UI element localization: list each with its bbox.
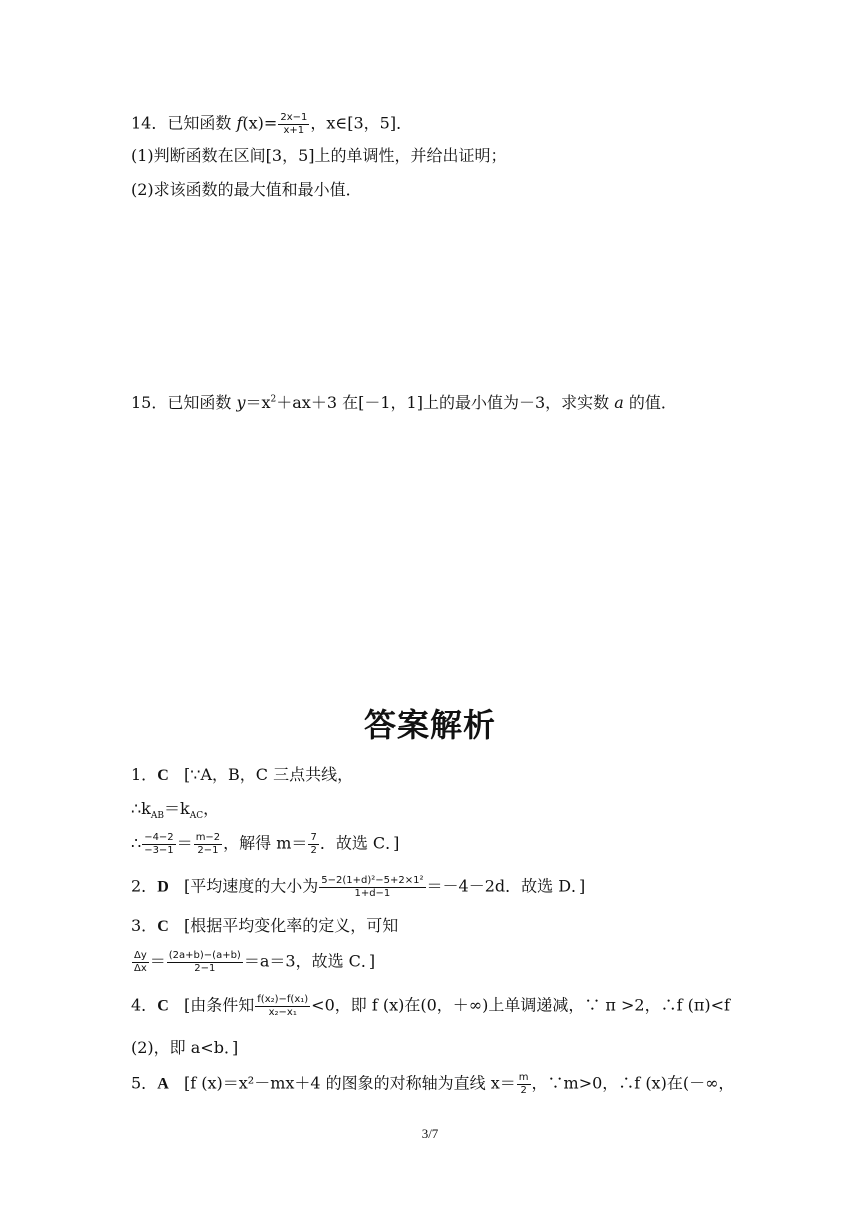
- section-title: 答案解析: [363, 706, 496, 744]
- q14-line: 14．已知函数 f(x)= $\frac{2x-1}{x+1}$ ，x∈[3，5]．: [131, 112, 413, 136]
- answer-4-line1: 4．C [由条件知 $\frac{\text{f(x₂)−f(x₁)}}{\text{x₂−x₁}}$ <0，即 f (x)在(0，＋∞)上单调递减，∵ π >2，∴f (π)<f: [131, 994, 730, 1018]
- answer-3-line1: 3．C [根据平均变化率的定义，可知: [131, 916, 399, 935]
- page-number: 3/7: [421, 1126, 439, 1141]
- answer-4-fraction: $\frac{\text{f(x₂)−f(x₁)}}{\text{x₂−x₁}}$: [257, 994, 309, 1018]
- answer-1-fraction-1: $\frac{-4-2}{-3-1}$: [144, 832, 174, 856]
- answer-3-fraction-1: $\frac{\Delta y}{\Delta x}$: [134, 950, 147, 974]
- answer-1-line2: $\therefore k_{AB}=k_{AC}$，: [131, 799, 220, 822]
- q14-part1: (1)判断函数在区间[3，5]上的单调性，并给出证明；: [131, 146, 507, 165]
- q14-part2: (2)求该函数的最大值和最小值．: [131, 180, 362, 199]
- answer-1-fraction-2: $\frac{m-2}{2-1}$: [195, 832, 221, 856]
- answer-1-fraction-3: $\frac{7}{2}$: [310, 832, 317, 856]
- answer-5-fraction: $\frac{m}{2}$: [518, 1072, 529, 1096]
- answer-2-line: 2．D [平均速度的大小为 $\frac{\text{5−2(1+d)²−5+2×1²}}{1+d-1}$ ＝－4－2d．故选 D．]: [131, 875, 586, 899]
- answer-1-line1: 1．C [∵A，B，C 三点共线，: [131, 765, 354, 784]
- q15-line: 15．已知函数 $y=x^2+ax+3$ 在[－1，1]上的最小值为－3，求实数 a 的值．: [131, 393, 677, 412]
- answer-2-fraction: $\frac{\text{5−2(1+d)²−5+2×1²}}{1+d-1}$: [321, 875, 424, 899]
- answer-3-line2: $\frac{\Delta y}{\Delta x}$ ＝ $\frac{(2a+b)-(a+b)}{2-1}$ ＝a＝3，故选 C．]: [134, 950, 376, 974]
- q14-fraction: $\frac{2x-1}{x+1}$: [280, 112, 308, 136]
- answer-1-line3: ∴ $\frac{-4-2}{-3-1}$ ＝ $\frac{m-2}{2-1}$ ，解得 m＝ $\frac{7}{2}$ ．故选 C．]: [131, 832, 400, 856]
- answer-3-fraction-2: $\frac{(2a+b)-(a+b)}{2-1}$: [168, 950, 241, 974]
- answer-4-line2: (2)，即 a<b．]: [131, 1038, 239, 1057]
- answer-5-line: 5．A [f (x)＝x²－mx＋4 的图象的对称轴为直线 x＝ $\frac{m}{2}$ ，∵m>0，∴f (x)在(－∞，: [131, 1072, 735, 1096]
